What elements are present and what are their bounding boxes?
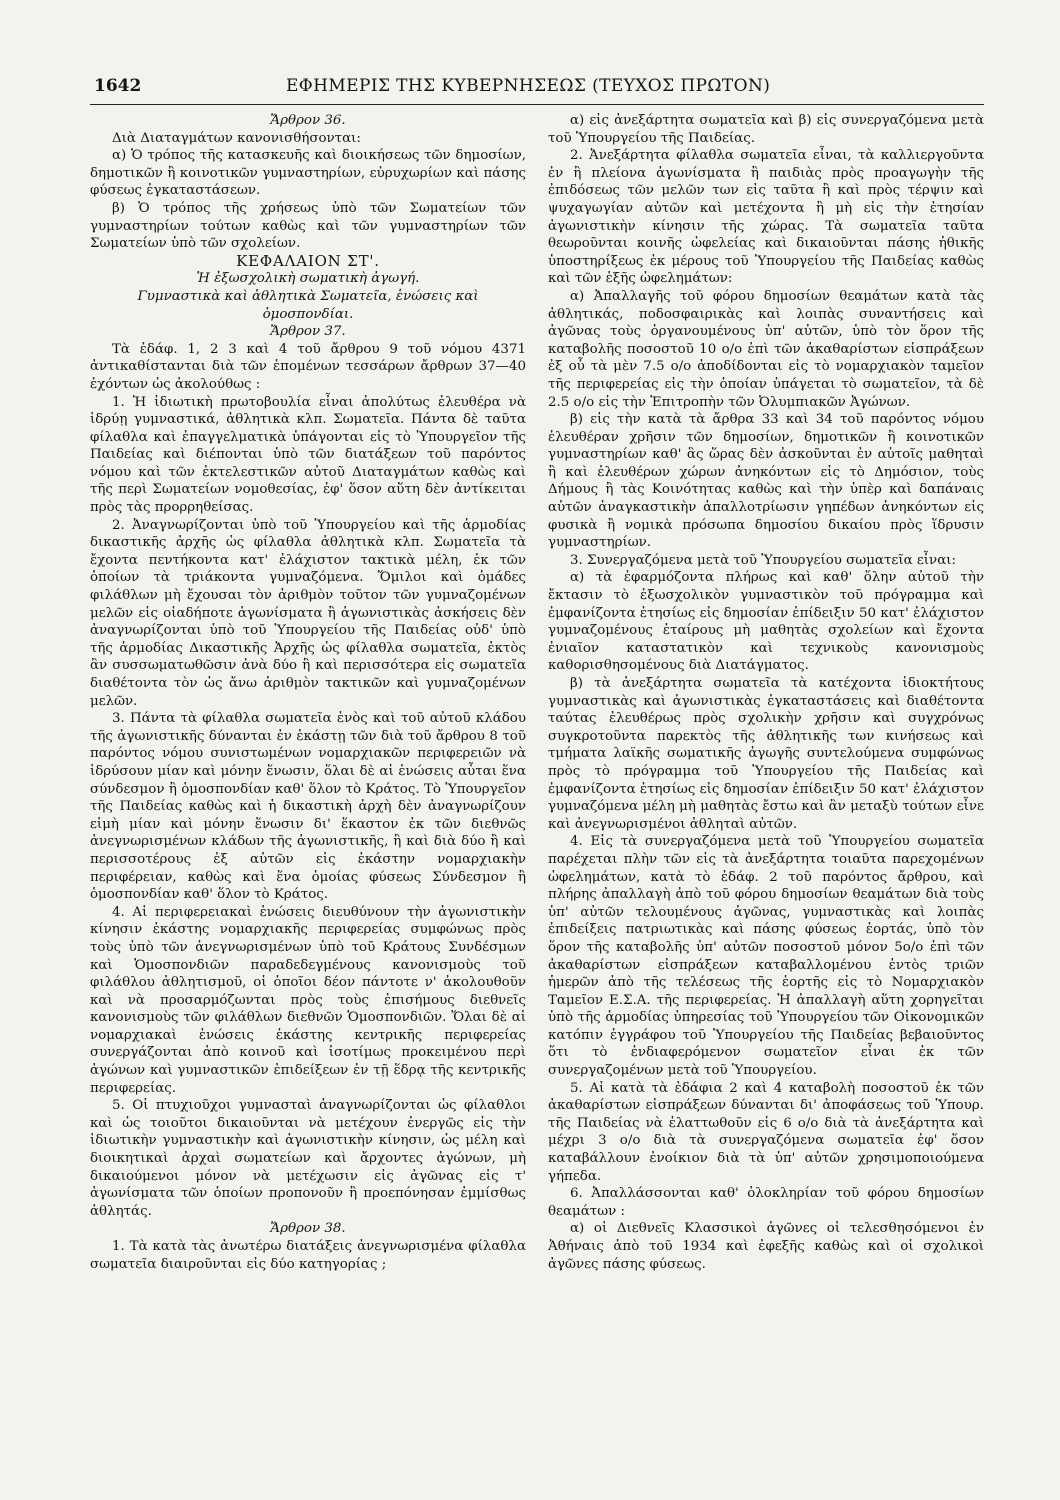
- article-38-para-3: 3. Συνεργαζόμενα μετὰ τοῦ Ὑπουργείου σωματεῖα εἶναι:: [570, 552, 956, 568]
- article-38-para-4: 4. Εἰς τὰ συνεργαζόμενα μετὰ τοῦ Ὑπουργείου σωματεῖα παρέχεται πλὴν τῶν εἰς τὰ ἀνεξάρτητα τοιαῦτα παρεχομένων ὠφελημάτων, κατὰ τὸ ἐδάφ. 2 τοῦ παρόντος ἄρθρου, καὶ πλήρης ἀπαλλαγὴ ἀπὸ τοῦ φόρου δημοσίων θεαμάτων διὰ τοὺς ὑπ' αὐτῶν τελουμένους ἀγῶνας, γυμναστικὰς καὶ λοιπὰς ἐπιδείξεις πατριωτικὰς καὶ πάσης φύσεως ἑορτάς, ὑπὸ τὸν ὅρον τῆς καταβολῆς ὑπ' αὐτῶν ποσοστοῦ μόνον 5ο/ο ἐπὶ τῶν ἀκαθαρίστων εἰσπράξεων καταβαλλομένου ἐντὸς τριῶν ἡμερῶν ἀπὸ τῆς τελέσεως τῆς ἑορτῆς εἰς τὸ Νομαρχιακὸν Ταμεῖον Ε.Σ.Α. τῆς περιφερείας. Ἡ ἀπαλλαγὴ αὕτη χορηγεῖται ὑπὸ τῆς ἁρμοδίας ὑπηρεσίας τοῦ Ὑπουργείου τῶν Οἰκονομικῶν κατόπιν ἐγγράφου τοῦ Ὑπουργείου τῆς Παιδείας βεβαιοῦντος ὅτι τὸ ἐνδιαφερόμενον σωματεῖον εἶναι ἐκ τῶν συνεργαζομένων μετὰ τοῦ Ὑπουργείου.: [548, 834, 984, 1079]
- article-38-para-2: 2. Ἀνεξάρτητα φίλαθλα σωματεῖα εἶναι, τὰ καλλιεργοῦντα ἐν ἢ πλείονα ἀγωνίσματα ἢ παιδιὰς πρὸς προαγωγὴν τῆς ἐπιδόσεως τῶν μελῶν των εἰς ταῦτα ἢ καὶ πρὸς τέρψιν καὶ ψυχαγωγίαν αὐτῶν καὶ μετέχοντα ἢ μὴ εἰς τὴν ἐτησίαν ἀγωνιστικὴν κίνησιν τῆς χώρας. Τὰ σωματεῖα ταῦτα θεωροῦνται κοινῆς ὠφελείας καὶ δικαιοῦνται πάσης ἠθικῆς ὑποστηρίξεως ἐκ μέρους τοῦ Ὑπουργείου τῆς Παιδείας καθὼς καὶ τῶν ἑξῆς ὠφελημάτων:: [548, 148, 984, 287]
- chapter-heading: ΚΕΦΑΛΑΙΟΝ ΣΤ'.: [236, 251, 380, 270]
- article-38-para-6: 6. Ἀπαλλάσσονται καθ' ὁλοκληρίαν τοῦ φόρου δημοσίων θεαμάτων :: [548, 1186, 984, 1219]
- article-38-continued-a: α) εἰς ἀνεξάρτητα σωματεῖα καὶ β) εἰς συνεργαζόμενα μετὰ τοῦ Ὑπουργείου τῆς Παιδείας.: [548, 113, 984, 146]
- text-columns: [90, 112, 984, 1273]
- left-column: [90, 112, 526, 1273]
- article-38-para-1: 1. Τὰ κατὰ τὰς ἀνωτέρω διατάξεις ἀνεγνωρισμένα φίλαθλα σωματεῖα διαιροῦνται εἰς δύο κατηγορίας ;: [90, 1239, 526, 1272]
- page-header: [94, 76, 984, 100]
- article-38-para-5: 5. Αἱ κατὰ τὰ ἐδάφια 2 καὶ 4 καταβολὴ ποσοστοῦ ἐκ τῶν ἀκαθαρίστων εἰσπράξεων δύνανται δι' ἀποφάσεως τοῦ Ὑπουρ. τῆς Παιδείας νὰ ἐλαττωθοῦν εἰς 6 ο/ο διὰ τὰ ἀνεξάρτητα καὶ μέχρι 3 ο/ο διὰ τὰ συνεργαζόμενα σωματεῖα ἐφ' ὅσον καταβάλλουν ἐνοίκιον διὰ τὰ ὑπ' αὐτῶν χρησιμοποιούμενα γήπεδα.: [548, 1080, 984, 1184]
- article-36-heading: Ἄρθρον 36.: [270, 113, 346, 128]
- article-37-para-4: 4. Αἱ περιφερειακαὶ ἑνώσεις διευθύνουν τὴν ἀγωνιστικὴν κίνησιν ἑκάστης νομαρχιακῆς περιφερείας συμφώνως πρὸς τοὺς ὑπὸ τῶν ἀνεγνωρισμένων ὑπὸ τοῦ Κράτους Συνδέσμων καὶ Ὁμοσπονδιῶν παραδεδεγμένους κανονισμοὺς τοῦ φιλάθλου ἀθλητισμοῦ, οἱ ὁποῖοι δέον πάντοτε ν' ἀκολουθοῦν καὶ νὰ προσαρμόζωνται πρὸς τοὺς ἐπισήμους διεθνεῖς κανονισμοὺς τῶν φιλάθλων διεθνῶν Ὁμοσπονδιῶν. Ὅλαι δὲ αἱ νομαρχιακαὶ ἑνώσεις ἑκάστης κεντρικῆς περιφερείας συνεργάζονται ἀπὸ κοινοῦ καὶ ἰσοτίμως προκειμένου περὶ ἀγώνων καὶ γυμναστικῶν ἐπιδείξεων ἐν τῇ ἕδρᾳ τῆς κεντρικῆς περιφερείας.: [90, 904, 526, 1096]
- chapter-subtitle: Ἡ ἐξωσχολικὴ σωματικὴ ἀγωγή.: [196, 271, 420, 287]
- chapter-subtitle-2: Γυμναστικὰ καὶ ἀθλητικὰ Σωματεῖα, ἑνώσεις καὶ ὁμοσπονδίαι.: [137, 288, 479, 322]
- article-37-intro: Τὰ ἐδάφ. 1, 2 3 καὶ 4 τοῦ ἄρθρου 9 τοῦ νόμου 4371 ἀντικαθίστανται διὰ τῶν ἑπομένων τεσσάρων ἄρθρων 37—40 ἐχόντων ὡς ἀκολούθως :: [90, 341, 526, 392]
- article-38-heading: Ἄρθρον 38.: [270, 1221, 346, 1237]
- right-column: [548, 112, 984, 1273]
- article-38-para-2a: α) Ἀπαλλαγῆς τοῦ φόρου δημοσίων θεαμάτων κατὰ τὰς ἀθλητικάς, ποδοσφαιρικὰς καὶ λοιπὰς συναντήσεις καὶ ἀγῶνας τοὺς ὀργανουμένους ὑπ' αὐτῶν, ὑπὸ τὸν ὅρον τῆς καταβολῆς ποσοστοῦ 10 ο/ο ἐπὶ τῶν ἀκαθαρίστων εἰσπράξεων ἐξ οὗ τὰ μὲν 7.5 ο/ο ἀποδίδονται εἰς τὸ νομαρχιακὸν ταμεῖον τῆς περιφερείας εἰς τὴν ὁποίαν ὑπάγεται τὸ σωματεῖον, τὰ δὲ 2.5 ο/ο εἰς τὴν Ἐπιτροπὴν τῶν Ὀλυμπιακῶν Ἀγώνων.: [548, 288, 984, 410]
- article-37-para-5: 5. Οἱ πτυχιοῦχοι γυμνασταὶ ἀναγνωρίζονται ὡς φίλαθλοι καὶ ὡς τοιοῦτοι δικαιοῦνται νὰ μετέχουν ἐνεργῶς εἰς τὴν ἰδιωτικὴν γυμναστικὴν καὶ ἀγωνιστικὴν κίνησιν, ὡς μέλη καὶ διοικητικαὶ ἀρχαὶ σωματείων καὶ ἄρχοντες ἀγώνων, μὴ δικαιούμενοι μόνον νὰ μετέχωσιν εἰς ἀγῶνας εἰς τ' ἀγωνίσματα τῶν ὁποίων προπονοῦν ἢ προεπόνησαν ἐμμίσθως ἀθλητάς.: [90, 1098, 526, 1219]
- article-36-intro: Διὰ Διαταγμάτων κανονισθήσονται:: [112, 130, 361, 146]
- article-38-para-6a: α) οἱ Διεθνεῖς Κλασσικοὶ ἀγῶνες οἱ τελεσθησόμενοι ἐν Ἀθήναις ἀπὸ τοῦ 1934 καὶ ἐφεξῆς καθὼς καὶ οἱ σχολικοὶ ἀγῶνες πάσης φύσεως.: [548, 1221, 984, 1272]
- article-38-para-3b: β) τὰ ἀνεξάρτητα σωματεῖα τὰ κατέχοντα ἰδιοκτήτους γυμναστικὰς καὶ ἀγωνιστικὰς ἐγκαταστάσεις καὶ διαθέτοντα ταύτας ἐλευθέρως πρὸς σχολικὴν χρῆσιν καὶ συγχρόνως συγκροτοῦντα παρεκτὸς τῆς ἀθλητικῆς των κινήσεως καὶ τμήματα λαϊκῆς σωματικῆς ἀγωγῆς συντελούμενα συμφώνως πρὸς τὸ πρόγραμμα τοῦ Ὑπουργείου τῆς Παιδείας καὶ ἐμφανίζοντα ἐτησίως εἰς δημοσίαν ἐπίδειξιν 50 κατ' ἐλάχιστον γυμναζόμενα μέλη μὴ μαθητὰς ἔστω καὶ ἂν μεταξὺ τούτων εἶνε καὶ ἀνεγνωρισμένοι ἀθληταὶ αὐτῶν.: [548, 676, 984, 832]
- article-37-para-3: 3. Πάντα τὰ φίλαθλα σωματεῖα ἑνὸς καὶ τοῦ αὐτοῦ κλάδου τῆς ἀγωνιστικῆς δύνανται ἐν ἑκάστῃ τῶν διὰ τοῦ ἄρθρου 8 τοῦ παρόντος νόμου συνιστωμένων νομαρχιακῶν περιφερειῶν νὰ ἱδρύσουν μίαν καὶ μόνην ἕνωσιν, ὅλαι δὲ αἱ ἑνώσεις αὗται ἕνα σύνδεσμον ἢ ὁμοσπονδίαν καθ' ὅλον τὸ Κράτος. Τὸ Ὑπουργεῖον τῆς Παιδείας καθὼς καὶ ἡ δικαστικὴ ἀρχὴ δὲν ἀναγνωρίζουν εἰμὴ μίαν καὶ μόνην ἕνωσιν δι' ἕκαστον ἐκ τῶν διεθνῶς ἀνεγνωρισμένων κλάδων τῆς ἀγωνιστικῆς, ἢ καὶ διὰ δύο ἢ καὶ περισσοτέρους ἐξ αὐτῶν εἰς ἑκάστην νομαρχιακὴν περιφέρειαν, καθὼς καὶ ἕνα ὁμοίας φύσεως Σύνδεσμον ἢ ὁμοσπονδίαν καθ' ὅλον τὸ Κράτος.: [90, 711, 526, 903]
- header-rule: [90, 104, 984, 105]
- article-38-para-2b: β) εἰς τὴν κατὰ τὰ ἄρθρα 33 καὶ 34 τοῦ παρόντος νόμου ἐλευθέραν χρῆσιν τῶν δημοσίων, δημοτικῶν ἢ κοινοτικῶν γυμναστηρίων καθ' ἃς ὥρας δὲν ἀσκοῦνται ἐν αὐτοῖς μαθηταὶ ἢ καὶ ἐλευθέρων χώρων ἀνηκόντων εἰς τὸ Δημόσιον, τοὺς Δήμους ἢ τὰς Κοινότητας καθὼς καὶ τὴν ὑπὲρ καὶ δαπάναις αὐτῶν ἀναγκαστικὴν ἀπαλλοτρίωσιν γηπέδων ἀνηκόντων εἰς φυσικὰ ἢ νομικὰ πρόσωπα δημοσίου δικαίου πρὸς ἵδρυσιν γυμναστηρίων.: [548, 412, 984, 551]
- article-36-item-b: β) Ὁ τρόπος τῆς χρήσεως ὑπὸ τῶν Σωματείων τῶν γυμναστηρίων τούτων καθὼς καὶ τῶν γυμναστηρίων τῶν Σωματείων ὑπὸ τῶν σχολείων.: [90, 200, 526, 252]
- article-37-heading: Ἄρθρον 37.: [270, 324, 346, 340]
- running-title: ΕΦΗΜΕΡΙΣ ΤΗΣ ΚΥΒΕΡΝΗΣΕΩΣ (ΤΕΥΧΟΣ ΠΡΩΤΟΝ): [286, 76, 771, 96]
- article-37-para-1: 1. Ἡ ἰδιωτικὴ πρωτοβουλία εἶναι ἀπολύτως ἐλευθέρα νὰ ἱδρύῃ γυμναστικά, ἀθλητικὰ κλπ. Σωματεῖα. Πάντα δὲ ταῦτα φίλαθλα καὶ ἐπαγγελματικὰ ὑπάγονται εἰς τὸ Ὑπουργεῖον τῆς Παιδείας καὶ διέπονται ὑπὸ τῶν διατάξεων τοῦ παρόντος νόμου καὶ τῶν ἐκτελεστικῶν αὐτοῦ Διαταγμάτων καθὼς καὶ τῆς περὶ Σωματείων νομοθεσίας, ἐφ' ὅσον αὕτη δὲν ἀντίκειται πρὸς τὰς προρρηθείσας.: [90, 394, 526, 516]
- article-38-para-3a: α) τὰ ἐφαρμόζοντα πλήρως καὶ καθ' ὅλην αὐτοῦ τὴν ἔκτασιν τὸ ἐξωσχολικὸν γυμναστικὸν τοῦ πρόγραμμα καὶ ἐμφανίζοντα ἐτησίως εἰς δημοσίαν ἐπίδειξιν 50 κατ' ἐλάχιστον γυμναζομένους ἑταίρους μὴ μαθητὰς σχολείων καὶ ἔχοντα ἐνιαῖον καταστατικὸν καὶ τεχνικοὺς κανονισμοὺς καθορισθησομένους διὰ Διατάγματος.: [548, 570, 984, 674]
- page-number: 1642: [94, 76, 142, 96]
- article-36-item-a: α) Ὁ τρόπος τῆς κατασκευῆς καὶ διοικήσεως τῶν δημοσίων, δημοτικῶν ἢ κοινοτικῶν γυμναστηρίων, εὐρυχωρίων καὶ πάσης φύσεως ἐγκαταστάσεων.: [90, 148, 526, 199]
- article-37-para-2: 2. Ἀναγνωρίζονται ὑπὸ τοῦ Ὑπουργείου καὶ τῆς ἁρμοδίας δικαστικῆς ἀρχῆς ὡς φίλαθλα ἀθλητικὰ κλπ. Σωματεῖα τὰ ἔχοντα πεντήκοντα κατ' ἐλάχιστον τακτικὰ μέλη, ἐκ τῶν ὁποίων τὰ τριάκοντα γυμναζόμενα. Ὅμιλοι καὶ ὁμάδες φιλάθλων μὴ ἔχουσαι τὸν ἀριθμὸν τοῦτον τῶν γυμναζομένων μελῶν εἰς οἱαδήποτε ἀγωνίσματα ἢ ἀγωνιστικὰς ἀσκήσεις δὲν ἀναγνωρίζονται ὑπὸ τοῦ Ὑπουργείου τῆς Παιδείας οὐδ' ὑπὸ τῆς ἁρμοδίας Δικαστικῆς Ἀρχῆς ὡς φίλαθλα σωματεῖα, ἐκτὸς ἂν συσσωματωθῶσιν ἀνὰ δύο ἢ καὶ περισσότερα εἰς σωματεῖα διαθέτοντα τὸν ὡς ἄνω ἀριθμὸν τακτικῶν καὶ γυμναζομένων μελῶν.: [90, 517, 526, 709]
